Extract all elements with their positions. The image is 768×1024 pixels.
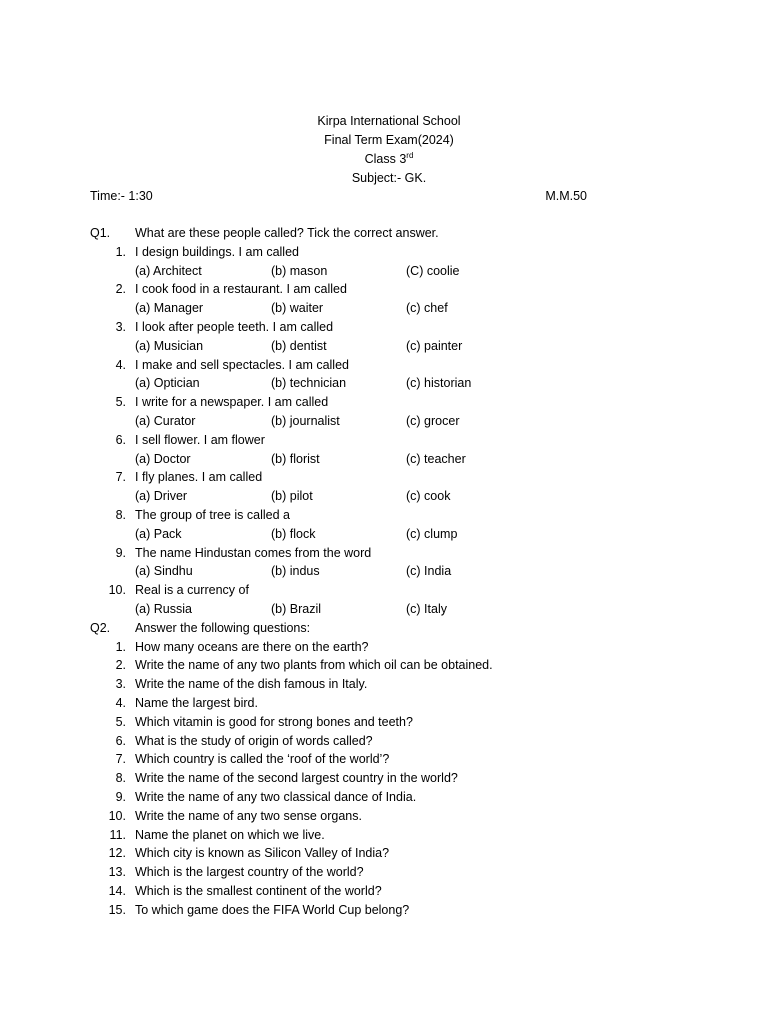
item-number: 2.	[115, 282, 126, 297]
option-b: (b) technician	[271, 376, 347, 391]
item-text: The name Hindustan comes from the word	[135, 545, 372, 560]
item-number: 6.	[115, 432, 126, 447]
short-question	[90, 638, 750, 657]
option-c: (c) cook	[406, 489, 451, 504]
question-number: Q1.	[90, 226, 111, 240]
option-c: (c) clump	[406, 526, 458, 541]
question-title: What are these people called? Tick the correct answer.	[135, 226, 439, 240]
item-number: 6.	[115, 733, 126, 748]
class-label: Class 3	[364, 152, 407, 166]
item-text: How many oceans are there on the earth?	[135, 639, 369, 654]
mcq-stem	[90, 393, 750, 412]
option-c: (c) grocer	[406, 413, 460, 428]
option-c: (C) coolie	[406, 263, 460, 278]
item-text: I look after people teeth. I am called	[135, 319, 334, 334]
short-question	[90, 713, 750, 732]
item-number: 3.	[115, 677, 126, 692]
item-number: 15.	[108, 902, 126, 917]
item-text: Write the name of any two plants from which oil can be obtained.	[135, 658, 493, 673]
item-text: Name the largest bird.	[135, 695, 258, 710]
item-number: 1.	[115, 639, 126, 654]
item-text: I design buildings. I am called	[135, 244, 299, 259]
short-question	[90, 750, 750, 769]
time-allowed: Time:- 1:30	[90, 189, 153, 203]
item-text: Which is the largest country of the world?	[135, 865, 364, 880]
item-text: Name the planet on which we live.	[135, 827, 325, 842]
item-number: 5.	[115, 395, 126, 410]
option-c: (c) Italy	[406, 601, 447, 616]
school-name: Kirpa International School	[317, 114, 461, 128]
mcq-options	[90, 562, 750, 581]
subject-line: Subject:- GK.	[351, 171, 427, 185]
item-number: 10.	[108, 583, 126, 598]
class-superscript: rd	[406, 150, 414, 160]
exam-title: Final Term Exam(2024)	[324, 133, 454, 147]
item-number: 11.	[109, 827, 126, 842]
option-b: (b) journalist	[271, 413, 340, 428]
short-question	[90, 694, 750, 713]
question-title: Answer the following questions:	[135, 620, 311, 635]
option-b: (b) mason	[271, 263, 328, 278]
option-a: (a) Curator	[135, 413, 196, 428]
item-text: I fly planes. I am called	[135, 470, 263, 485]
item-text: Which country is called the ‘roof of the world’?	[135, 752, 390, 767]
option-b: (b) indus	[271, 564, 320, 579]
short-question	[90, 882, 750, 901]
item-number: 12.	[108, 846, 126, 861]
short-question	[90, 844, 750, 863]
item-number: 7.	[115, 470, 126, 485]
item-text: I write for a newspaper. I am called	[135, 395, 329, 410]
mcq-options	[90, 262, 750, 281]
mcq-stem	[90, 318, 750, 337]
time-marks-row	[90, 187, 587, 206]
item-number: 4.	[115, 695, 126, 710]
item-text: Real is a currency of	[135, 583, 249, 598]
question-number: Q2.	[90, 620, 111, 635]
item-number: 8.	[115, 771, 126, 786]
item-text: Write the name of any two classical dance of India.	[135, 789, 417, 804]
short-question	[90, 732, 750, 751]
item-number: 10.	[108, 808, 126, 823]
mcq-stem	[90, 506, 750, 525]
mcq-options	[90, 337, 750, 356]
item-number: 9.	[115, 789, 126, 804]
mcq-options	[90, 525, 750, 544]
item-text: I make and sell spectacles. I am called	[135, 357, 349, 372]
option-b: (b) pilot	[271, 489, 313, 504]
item-text: I cook food in a restaurant. I am called	[135, 282, 347, 297]
mcq-options	[90, 374, 750, 393]
short-question	[90, 863, 750, 882]
mcq-stem	[90, 280, 750, 299]
exam-body	[90, 224, 750, 919]
q2-heading	[90, 619, 750, 638]
option-a: (a) Manager	[135, 301, 204, 316]
mcq-stem	[90, 356, 750, 375]
item-number: 3.	[115, 319, 126, 334]
item-number: 14.	[108, 883, 126, 898]
option-a: (a) Pack	[135, 526, 182, 541]
item-text: What is the study of origin of words called?	[135, 733, 373, 748]
item-text: Write the name of the second largest country in the world?	[135, 771, 458, 786]
item-text: The group of tree is called a	[135, 507, 290, 522]
item-number: 8.	[115, 507, 126, 522]
item-number: 1.	[115, 244, 126, 259]
option-a: (a) Optician	[135, 376, 200, 391]
item-text: Which is the smallest continent of the world?	[135, 883, 382, 898]
option-b: (b) flock	[271, 526, 316, 541]
short-question	[90, 769, 750, 788]
mcq-options	[90, 450, 750, 469]
item-number: 5.	[115, 714, 126, 729]
short-question	[90, 826, 750, 845]
mcq-options	[90, 487, 750, 506]
mcq-stem	[90, 243, 750, 262]
mcq-stem	[90, 431, 750, 450]
option-a: (a) Driver	[135, 489, 188, 504]
short-question	[90, 901, 750, 920]
option-a: (a) Russia	[135, 601, 192, 616]
option-c: (c) painter	[406, 338, 463, 353]
short-question	[90, 656, 750, 675]
item-number: 7.	[115, 752, 126, 767]
option-b: (b) florist	[271, 451, 320, 466]
exam-header	[0, 112, 768, 188]
option-a: (a) Musician	[135, 338, 204, 353]
short-question	[90, 675, 750, 694]
short-question	[90, 788, 750, 807]
mcq-options	[90, 299, 750, 318]
item-number: 13.	[108, 865, 126, 880]
option-b: (b) waiter	[271, 301, 324, 316]
option-b: (b) Brazil	[271, 601, 322, 616]
option-b: (b) dentist	[271, 338, 327, 353]
option-c: (c) chef	[406, 301, 448, 316]
class-line	[0, 150, 768, 169]
item-text: Which city is known as Silicon Valley of India?	[135, 846, 390, 861]
q1-heading	[90, 224, 750, 243]
mcq-stem	[90, 468, 750, 487]
option-c: (c) teacher	[406, 451, 466, 466]
item-number: 2.	[115, 658, 126, 673]
option-a: (a) Sindhu	[135, 564, 193, 579]
maximum-marks: M.M.50	[545, 189, 587, 203]
item-text: Write the name of the dish famous in Italy.	[135, 677, 368, 692]
short-question	[90, 807, 750, 826]
option-c: (c) historian	[406, 376, 472, 391]
option-c: (c) India	[406, 564, 452, 579]
mcq-stem	[90, 544, 750, 563]
mcq-options	[90, 412, 750, 431]
mcq-stem	[90, 581, 750, 600]
item-text: To which game does the FIFA World Cup belong?	[135, 902, 410, 917]
item-number: 4.	[115, 357, 126, 372]
option-a: (a) Architect	[135, 263, 202, 278]
item-text: Write the name of any two sense organs.	[135, 808, 362, 823]
mcq-options	[90, 600, 750, 619]
item-number: 9.	[115, 545, 126, 560]
item-text: Which vitamin is good for strong bones and teeth?	[135, 714, 413, 729]
option-a: (a) Doctor	[135, 451, 191, 466]
item-text: I sell flower. I am flower	[135, 432, 265, 447]
